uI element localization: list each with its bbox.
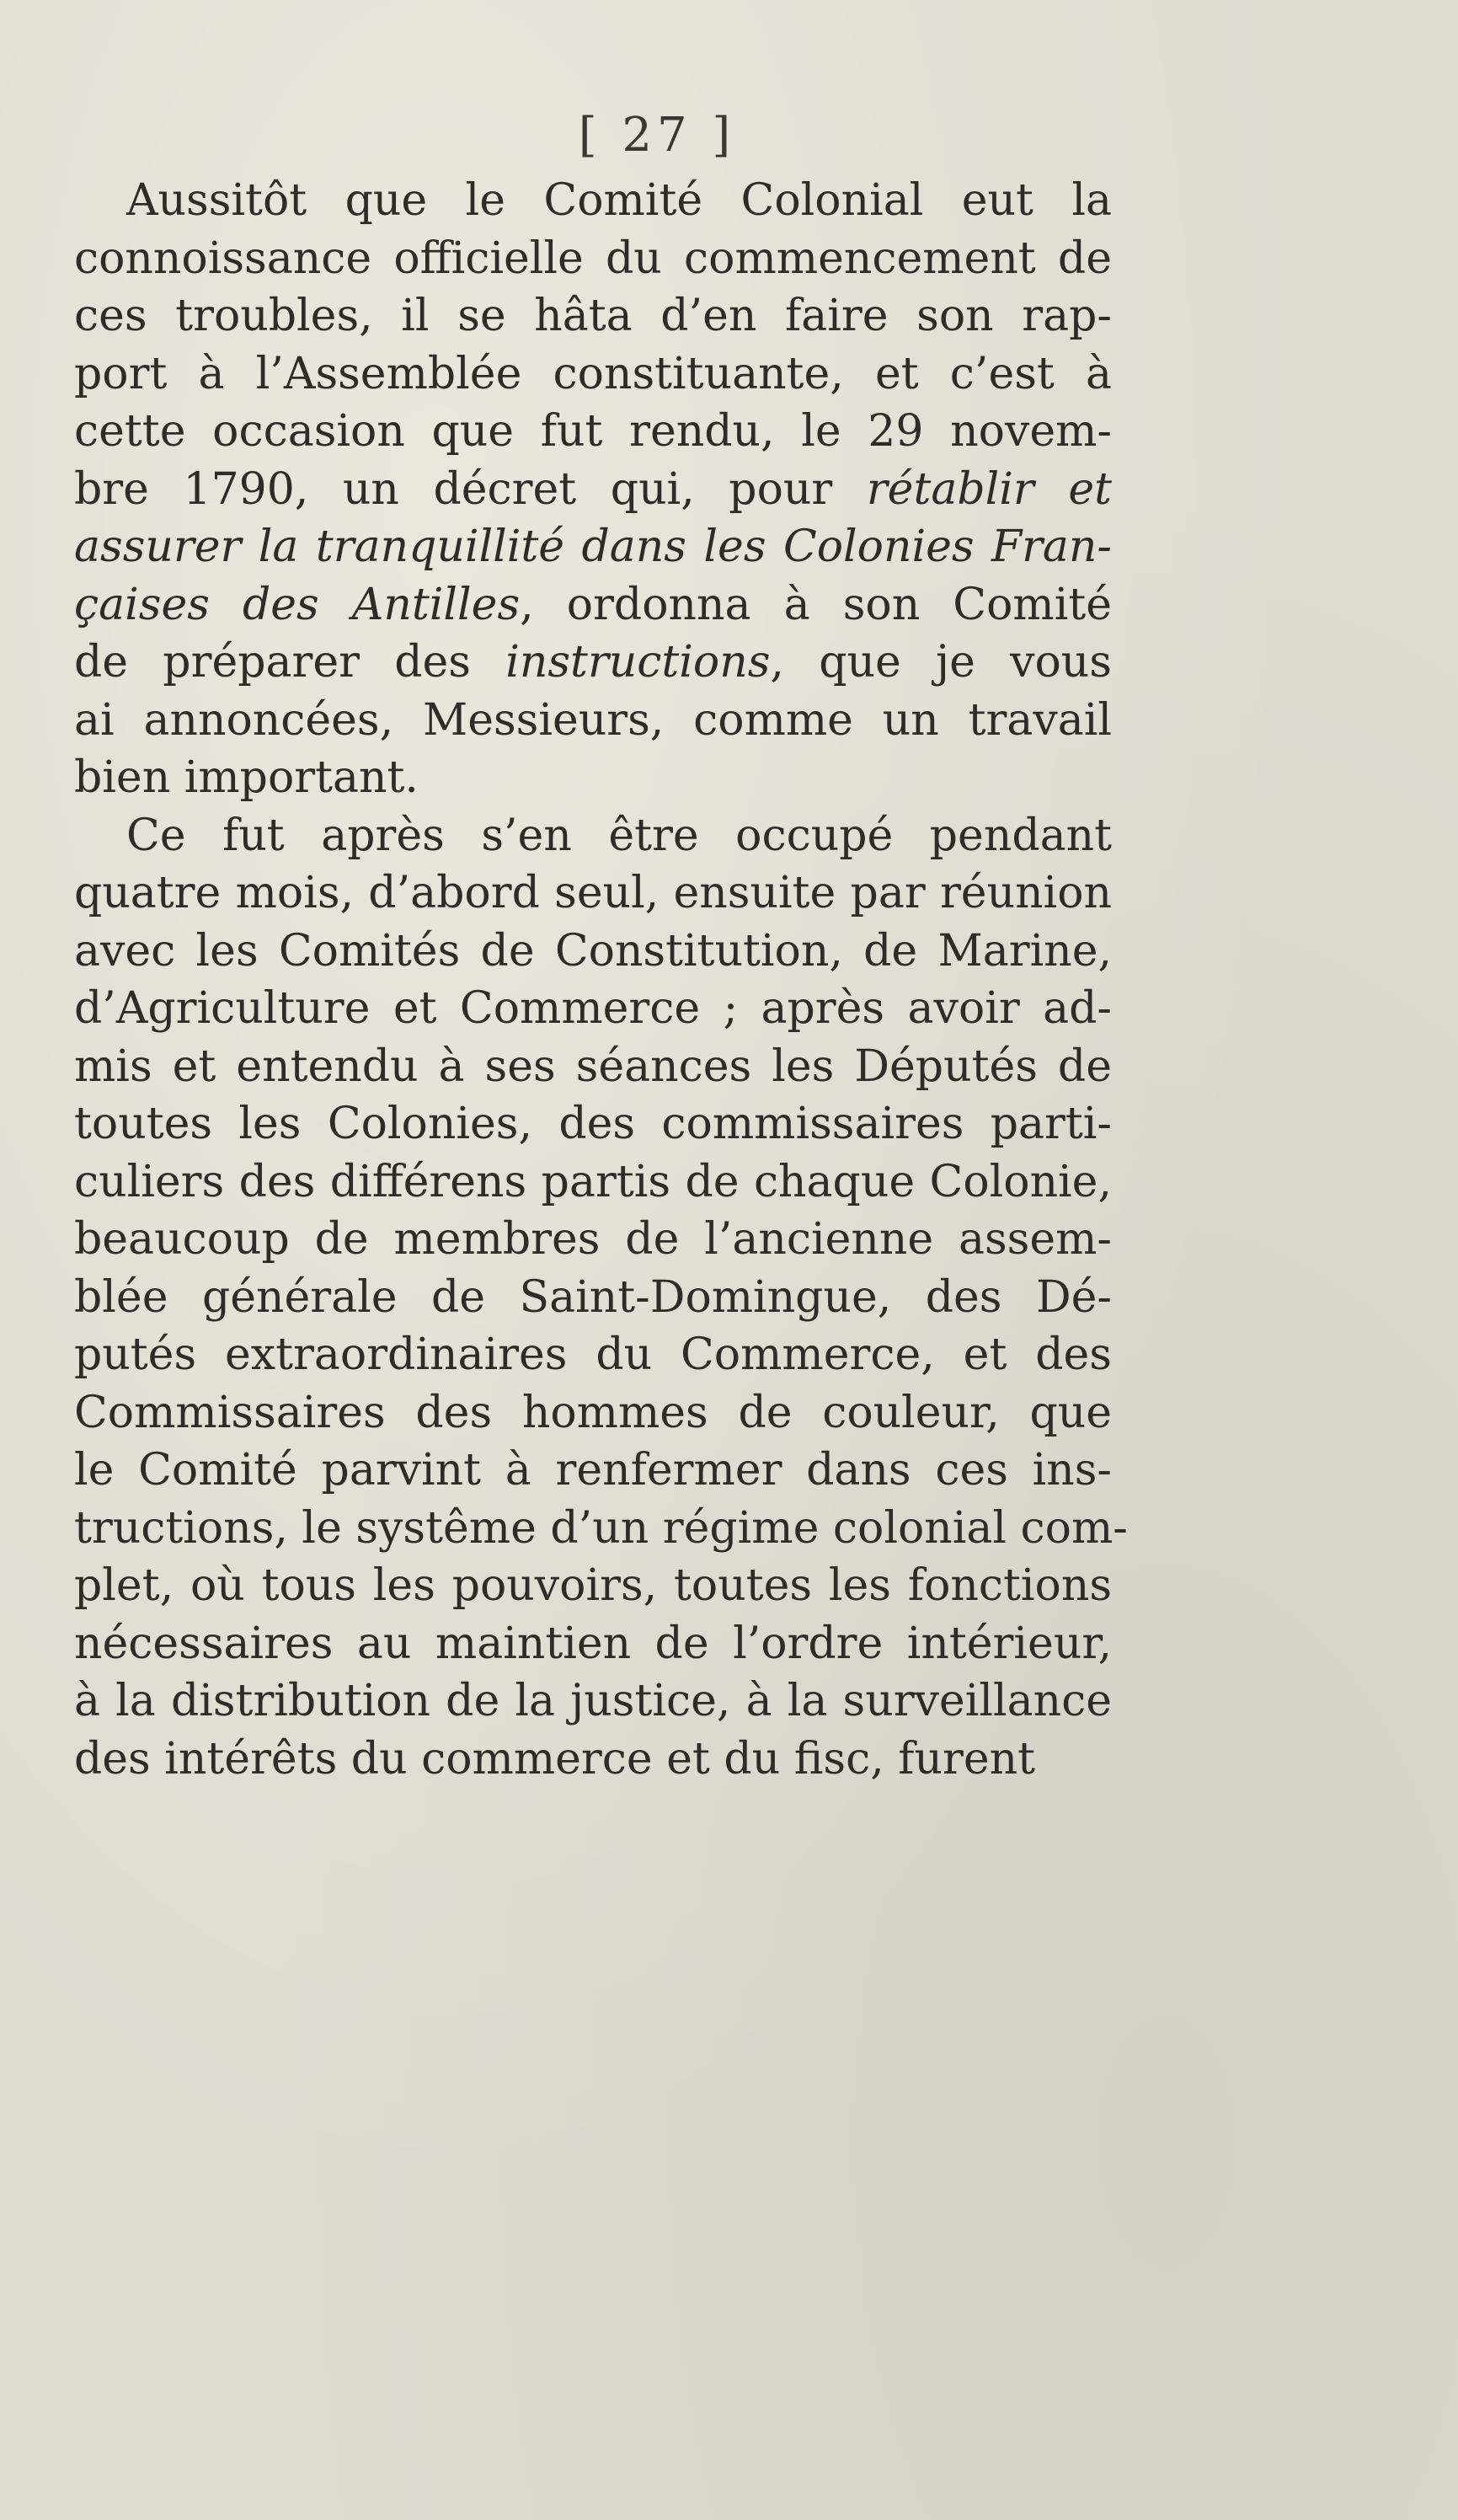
text-segment: mis et entendu à ses séances les Députés de [74,1041,1112,1092]
text-line [74,692,1112,750]
text-segment: quatre mois, d’abord seul, ensuite par réunion [74,868,1112,918]
page-number: [ 27 ] [578,108,736,163]
text-segment: Ce fut après s’en être occupé pendant [126,810,1112,861]
text-segment: tructions, le systême d’un régime colonial com- [74,1502,1128,1554]
paragraph [74,172,1112,807]
text-segment: bien important. [74,752,419,803]
text-segment: ces troubles, il se hâta d’en faire son rap- [74,291,1112,341]
text-segment: plet, où tous les pouvoirs, toutes les fonctions [74,1560,1112,1611]
italic-segment: instructions [505,637,771,688]
italic-segment: çaises des Antilles [74,579,521,630]
text-line [74,1731,1112,1789]
text-line [74,230,1112,288]
text-segment: putés extraordinaires du Commerce, et des [74,1330,1112,1380]
text-segment: toutes les Colonies, des commissaires parti- [74,1099,1112,1149]
text-line [74,172,1112,230]
text-segment: culiers des différens partis de chaque Colonie, [74,1156,1112,1207]
text-line [74,403,1112,461]
text-segment: le Comité parvint à renfermer dans ces ins- [74,1445,1112,1495]
text-line [74,461,1112,519]
text-segment: ai annoncées, Messieurs, comme un travail [74,694,1112,746]
text-line [74,576,1112,634]
text-segment: Aussitôt que le Comité Colonial eut la [126,175,1112,226]
text-segment: beaucoup de membres de l’ancienne assem- [74,1214,1112,1265]
paragraph [74,807,1128,1789]
text-segment: blée générale de Saint-Domingue, des Dé- [74,1271,1112,1323]
text-segment: bre 1790, un décret qui, pour [74,463,867,515]
text-line [74,1557,1112,1615]
text-line [74,807,1112,865]
text-line [74,1211,1112,1269]
text-line [74,1095,1112,1153]
italic-segment: rétablir et [866,463,1112,515]
text-line [74,923,1112,981]
text-line [74,1500,1128,1558]
text-segment: Commissaires des hommes de couleur, que [74,1387,1112,1438]
text-line [74,1269,1112,1327]
text-segment: des intérêts du commerce et du fisc, furent [74,1733,1036,1784]
body-text [74,172,1128,1788]
text-line [74,345,1112,404]
text-line [74,1038,1112,1096]
text-segment: nécessaires au maintien de l’ordre intérieur, [74,1618,1112,1669]
text-line [74,980,1112,1038]
text-line [74,287,1112,345]
italic-segment: assurer la tranquillité dans les Colonies Fran- [74,522,1112,572]
text-line [74,634,1112,692]
text-segment: avec les Comités de Constitution, de Marine, [74,925,1112,976]
text-line [74,864,1112,923]
text-line [74,1384,1112,1442]
text-line [74,1326,1112,1384]
text-segment: à la distribution de la justice, à la surveillance [74,1676,1112,1726]
text-segment: , que je vous [770,637,1112,688]
text-segment: d’Agriculture et Commerce ; après avoir ad- [74,983,1112,1034]
text-line [74,1615,1112,1673]
text-segment: , ordonna à son Comité [520,579,1112,630]
text-line [74,1672,1112,1731]
text-segment: de préparer des [74,637,506,688]
text-line [74,1442,1112,1500]
text-line [74,518,1112,576]
text-segment: port à l’Assemblée constituante, et c’est à [74,348,1112,399]
text-segment: connoissance officielle du commencement de [74,233,1112,284]
text-segment: cette occasion que fut rendu, le 29 novem- [74,406,1112,457]
text-line [74,749,1112,807]
text-line [74,1153,1112,1212]
